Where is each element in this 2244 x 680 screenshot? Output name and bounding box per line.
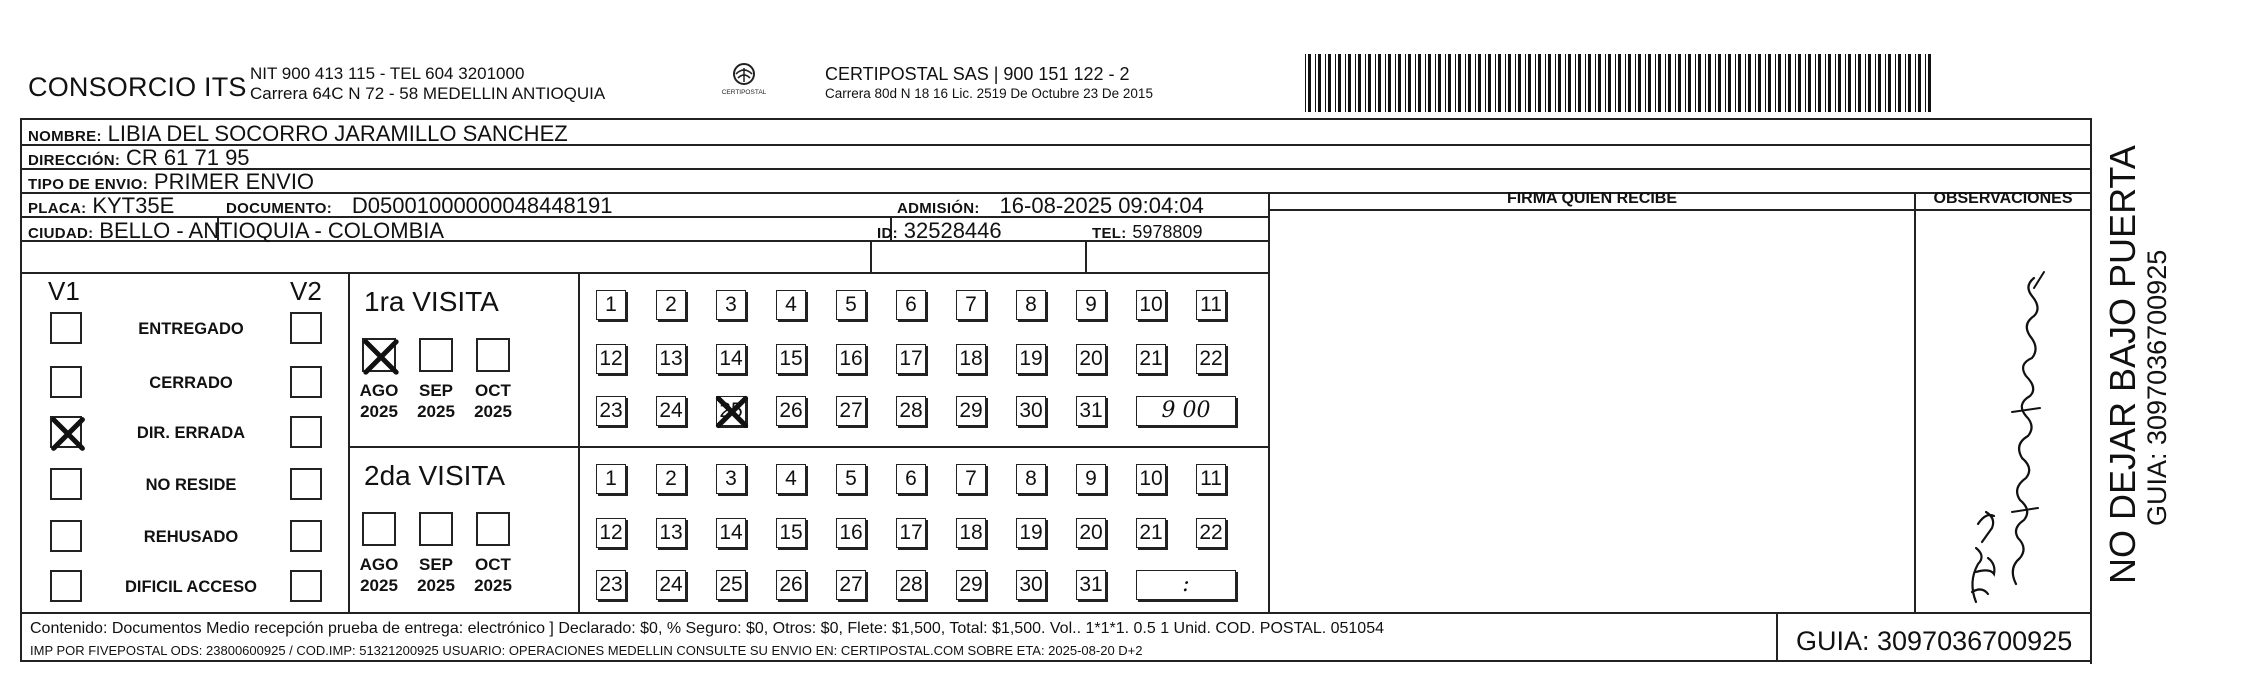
visit-2-day-15[interactable]: 15 <box>776 518 806 548</box>
visit-1-day-9[interactable]: 9 <box>1076 290 1106 320</box>
guia-number: GUIA: 3097036700925 <box>1796 626 2073 656</box>
admision-label: ADMISIÓN: <box>897 200 980 217</box>
month-name: SEP <box>418 381 454 400</box>
visit-2-month-checkbox-ago[interactable] <box>362 512 396 546</box>
visit-2-day-21[interactable]: 21 <box>1136 518 1166 548</box>
visit-1-day-18[interactable]: 18 <box>956 344 986 374</box>
visit-2-day-14[interactable]: 14 <box>716 518 746 548</box>
certipostal-line-1: CERTIPOSTAL SAS | 900 151 122 - 2 <box>825 64 1130 84</box>
visit-1-day-6[interactable]: 6 <box>896 290 926 320</box>
visit-2-month-label-ago <box>353 554 405 596</box>
visit-1-day-13[interactable]: 13 <box>656 344 686 374</box>
visit-1-month-label-oct <box>467 380 519 422</box>
visit-2-day-11[interactable]: 11 <box>1196 464 1226 494</box>
status-label-dir-errada: DIR. ERRADA <box>136 424 246 442</box>
visit-2-day-28[interactable]: 28 <box>896 570 926 600</box>
documento-value: D05001000000048448191 <box>351 193 613 218</box>
v2-checkbox-dificil-acceso[interactable] <box>290 570 322 602</box>
visit-2-day-17[interactable]: 17 <box>896 518 926 548</box>
nit-line: NIT 900 413 115 - TEL 604 3201000 <box>250 64 525 83</box>
visit-1-month-checkbox-ago[interactable] <box>362 338 396 372</box>
month-name: AGO <box>359 381 399 400</box>
nombre-value: LIBIA DEL SOCORRO JARAMILLO SANCHEZ <box>107 121 568 146</box>
visit-title-1: 1ra VISITA <box>364 286 499 317</box>
placa-value: KYT35E <box>92 193 175 218</box>
visit-2-day-16[interactable]: 16 <box>836 518 866 548</box>
visit-1-day-27[interactable]: 27 <box>836 396 866 426</box>
visit-2-day-9[interactable]: 9 <box>1076 464 1106 494</box>
visit-1-day-22[interactable]: 22 <box>1196 344 1226 374</box>
certipostal-logo <box>722 60 766 104</box>
visit-1-day-21[interactable]: 21 <box>1136 344 1166 374</box>
visit-1-month-label-sep <box>410 380 462 422</box>
admision-field <box>897 193 1204 219</box>
visit-2-day-22[interactable]: 22 <box>1196 518 1226 548</box>
visit-1-day-28[interactable]: 28 <box>896 396 926 426</box>
tipo-envio-field <box>28 169 314 195</box>
v1-checkbox-no-reside[interactable] <box>50 468 82 500</box>
month-name: AGO <box>359 555 399 574</box>
certipostal-line-2: Carrera 80d N 18 16 Lic. 2519 De Octubre 23 De 2015 <box>825 86 1153 101</box>
visit-1-day-20[interactable]: 20 <box>1076 344 1106 374</box>
x-check-mark <box>50 416 86 452</box>
v1-checkbox-cerrado[interactable] <box>50 366 82 398</box>
month-year: 2025 <box>474 576 512 595</box>
logo-text: CERTIPOSTAL <box>722 89 766 96</box>
visit-1-day-31[interactable]: 31 <box>1076 396 1106 426</box>
handwritten-observation <box>1916 212 2088 610</box>
visit-2-day-8[interactable]: 8 <box>1016 464 1046 494</box>
v1-checkbox-entregado[interactable] <box>50 312 82 344</box>
tipo-envio-value: PRIMER ENVIO <box>153 169 315 194</box>
status-label-entregado: ENTREGADO <box>138 320 244 338</box>
nombre-field <box>28 121 568 147</box>
status-label-cerrado: CERRADO <box>149 374 233 392</box>
visit-1-day-30[interactable]: 30 <box>1016 396 1046 426</box>
visit-1-day-7[interactable]: 7 <box>956 290 986 320</box>
month-year: 2025 <box>417 576 455 595</box>
barcode <box>1305 54 1939 112</box>
visit-1-day-23[interactable]: 23 <box>596 396 626 426</box>
month-name: OCT <box>475 381 511 400</box>
ciudad-value: BELLO - ANTIOQUIA - COLOMBIA <box>99 218 445 243</box>
visit-2-day-26[interactable]: 26 <box>776 570 806 600</box>
visit-1-month-checkbox-oct[interactable] <box>476 338 510 372</box>
admision-value: 16-08-2025 09:04:04 <box>999 193 1204 218</box>
v2-header: V2 <box>290 276 322 306</box>
visit-2-month-checkbox-oct[interactable] <box>476 512 510 546</box>
v2-checkbox-dir-errada[interactable] <box>290 416 322 448</box>
visit-1-day-10[interactable]: 10 <box>1136 290 1166 320</box>
status-label-rehusado: REHUSADO <box>143 528 239 546</box>
month-name: SEP <box>418 555 454 574</box>
visit-1-day-3[interactable]: 3 <box>716 290 746 320</box>
ciudad-label: CIUDAD: <box>28 225 94 242</box>
id-field <box>877 218 1002 244</box>
visit-2-day-23[interactable]: 23 <box>596 570 626 600</box>
visit-1-day-29[interactable]: 29 <box>956 396 986 426</box>
v2-checkbox-no-reside[interactable] <box>290 468 322 500</box>
visit-2-day-30[interactable]: 30 <box>1016 570 1046 600</box>
visit-2-day-18[interactable]: 18 <box>956 518 986 548</box>
visit-2-day-19[interactable]: 19 <box>1016 518 1046 548</box>
visit-2-day-27[interactable]: 27 <box>836 570 866 600</box>
month-year: 2025 <box>474 402 512 421</box>
direccion-field <box>28 145 250 171</box>
visit-1-day-15[interactable]: 15 <box>776 344 806 374</box>
month-year: 2025 <box>360 402 398 421</box>
visit-1-day-19[interactable]: 19 <box>1016 344 1046 374</box>
visit-2-day-29[interactable]: 29 <box>956 570 986 600</box>
x-check-mark <box>362 338 400 376</box>
visit-1-day-11[interactable]: 11 <box>1196 290 1226 320</box>
v1-checkbox-dir-errada[interactable] <box>50 416 82 448</box>
visit-2-day-6[interactable]: 6 <box>896 464 926 494</box>
visit-2-day-24[interactable]: 24 <box>656 570 686 600</box>
visit-2-month-label-sep <box>410 554 462 596</box>
documento-field <box>226 193 613 219</box>
visit-2-day-1[interactable]: 1 <box>596 464 626 494</box>
visit-2-day-31[interactable]: 31 <box>1076 570 1106 600</box>
company-name: CONSORCIO ITS <box>28 72 247 102</box>
placa-field <box>28 193 174 219</box>
imp-line: IMP POR FIVEPOSTAL ODS: 23800600925 / COD.IMP: 51321200925 USUARIO: OPERACIONES MEDELLIN CONSULTE SU ENVIO EN: CERTIPOSTAL.COM SOBRE ETA: 2025-08-20 D+2 <box>30 643 1143 658</box>
v2-checkbox-entregado[interactable] <box>290 312 322 344</box>
visit-1-day-5[interactable]: 5 <box>836 290 866 320</box>
visit-1-day-14[interactable]: 14 <box>716 344 746 374</box>
visit-2-month-checkbox-sep[interactable] <box>419 512 453 546</box>
visit-1-day-12[interactable]: 12 <box>596 344 626 374</box>
observaciones-header: OBSERVACIONES <box>1933 190 2073 207</box>
observation-text: Puerta apartamento <box>1916 212 1925 213</box>
certipostal-info <box>825 64 1153 104</box>
v1-checkbox-dificil-acceso[interactable] <box>50 570 82 602</box>
company-info <box>250 64 605 104</box>
contenido-line: Contenido: Documentos Medio recepción prueba de entrega: electrónico ] Declarado: $0, % Seguro: $0, Otros: $0, Flete: $1,500, Total: $1,500. Vol.. 1*1*1. 0.5 1 Unid. COD. POSTAL. 051054 <box>30 620 1384 637</box>
v1-checkbox-rehusado[interactable] <box>50 520 82 552</box>
side-guia-number: GUIA: 3097036700925 <box>2142 249 2172 526</box>
visit-1-month-checkbox-sep[interactable] <box>419 338 453 372</box>
visit-2-day-13[interactable]: 13 <box>656 518 686 548</box>
status-label-dificil-acceso: DIFICIL ACCESO <box>124 578 257 596</box>
visit-1-day-1[interactable]: 1 <box>596 290 626 320</box>
visit-2-day-2[interactable]: 2 <box>656 464 686 494</box>
x-check-mark <box>715 395 749 429</box>
ciudad-field <box>28 218 444 244</box>
visit-title-2: 2da VISITA <box>364 460 506 491</box>
month-name: OCT <box>475 555 511 574</box>
visit-1-day-2[interactable]: 2 <box>656 290 686 320</box>
tel-field <box>1092 220 1202 244</box>
visit-2-time[interactable]: : <box>1136 570 1236 600</box>
visit-1-month-label-ago <box>353 380 405 422</box>
visit-1-day-4[interactable]: 4 <box>776 290 806 320</box>
tipo-envio-label: TIPO DE ENVIO: <box>28 176 149 193</box>
tel-label: TEL: <box>1092 225 1127 242</box>
nombre-label: NOMBRE: <box>28 128 102 145</box>
placa-label: PLACA: <box>28 200 87 217</box>
visit-1-day-17[interactable]: 17 <box>896 344 926 374</box>
signature-area[interactable] <box>1272 212 1912 610</box>
visit-1-day-16[interactable]: 16 <box>836 344 866 374</box>
visit-2-day-3[interactable]: 3 <box>716 464 746 494</box>
visit-2-day-12[interactable]: 12 <box>596 518 626 548</box>
direccion-value: CR 61 71 95 <box>126 145 250 170</box>
company-address: Carrera 64C N 72 - 58 MEDELLIN ANTIOQUIA <box>250 84 606 103</box>
v1-header: V1 <box>48 276 80 306</box>
visit-2-day-5[interactable]: 5 <box>836 464 866 494</box>
no-dejar-bajo-puerta: NO DEJAR BAJO PUERTA <box>2102 145 2143 584</box>
visit-2-day-10[interactable]: 10 <box>1136 464 1166 494</box>
month-year: 2025 <box>417 402 455 421</box>
documento-label: DOCUMENTO: <box>226 200 333 217</box>
month-year: 2025 <box>360 576 398 595</box>
firma-header: FIRMA QUIEN RECIBE <box>1506 190 1678 207</box>
visit-1-day-26[interactable]: 26 <box>776 396 806 426</box>
visit-1-time[interactable]: 9 00 <box>1136 396 1236 426</box>
status-label-no-reside: NO RESIDE <box>145 476 237 494</box>
direccion-label: DIRECCIÓN: <box>28 152 121 169</box>
visit-2-day-7[interactable]: 7 <box>956 464 986 494</box>
observaciones-area <box>1916 212 2088 610</box>
visit-2-day-4[interactable]: 4 <box>776 464 806 494</box>
v2-checkbox-rehusado[interactable] <box>290 520 322 552</box>
visit-2-day-25[interactable]: 25 <box>716 570 746 600</box>
tel-value: 5978809 <box>1132 222 1203 242</box>
visit-1-day-25[interactable]: 25 <box>716 396 746 426</box>
id-value: 32528446 <box>903 218 1002 243</box>
v2-checkbox-cerrado[interactable] <box>290 366 322 398</box>
visit-2-month-label-oct <box>467 554 519 596</box>
visit-1-day-24[interactable]: 24 <box>656 396 686 426</box>
visit-2-day-20[interactable]: 20 <box>1076 518 1106 548</box>
id-label: ID: <box>877 225 898 242</box>
visit-1-day-8[interactable]: 8 <box>1016 290 1046 320</box>
